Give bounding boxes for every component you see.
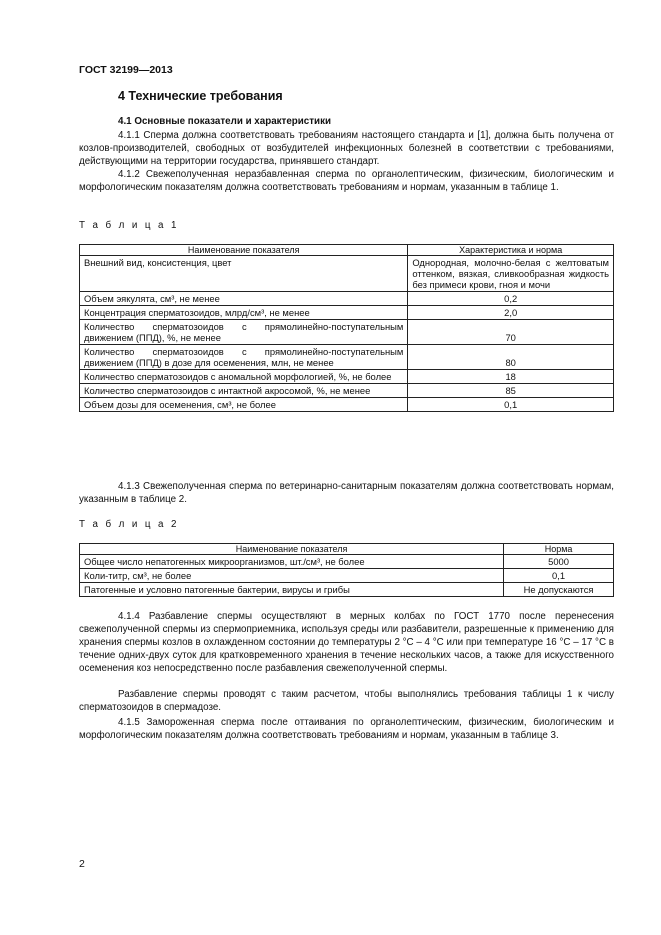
table1-cell-name: Объем эякулята, см³, не менее — [80, 292, 408, 306]
table-row — [80, 320, 614, 345]
paragraph-4-1-2: 4.1.2 Свежеполученная неразбавленная сперма по органолептическим, физическим, биологическим и морфологическим показателям должна соответствовать требованиям и нормам, указанным в таблице 1. — [79, 169, 614, 193]
table2 — [79, 543, 614, 597]
table2-cell-name: Патогенные и условно патогенные бактерии, вирусы и грибы — [80, 583, 504, 597]
table1-cell-value: 0,1 — [408, 398, 614, 412]
paragraph-4-1-3: 4.1.3 Свежеполученная сперма по ветеринарно-санитарным показателям должна соответствовать нормам, указанным в таблице 2. — [79, 481, 614, 505]
table1-cell-value: 70 — [408, 320, 614, 345]
table1-cell-name: Количество сперматозоидов с аномальной морфологией, %, не более — [80, 370, 408, 384]
table1-header-row — [80, 245, 614, 256]
paragraph-4-1-5: 4.1.5 Замороженная сперма после оттаивания по органолептическим, физическим, биологическим и морфологическим показателям должна соответствовать требованиям и нормам, указанным в таблице 3. — [79, 717, 614, 741]
table2-header-value: Норма — [504, 544, 614, 555]
table-row — [80, 256, 614, 292]
table1-cell-value: Однородная, молочно-белая с желтоватым оттенком, вязкая, сливкообразная жидкость без примеси крови, гноя и мочи — [408, 256, 614, 292]
table1-cell-name: Объем дозы для осеменения, см³, не более — [80, 398, 408, 412]
table1-cell-name: Внешний вид, консистенция, цвет — [80, 256, 408, 292]
section-title: 4 Технические требования — [118, 89, 283, 103]
table1 — [79, 244, 614, 412]
table2-header-name: Наименование показателя — [80, 544, 504, 555]
table-row — [80, 292, 614, 306]
table-row — [80, 345, 614, 370]
table-row — [80, 555, 614, 569]
subsection-title: 4.1 Основные показатели и характеристики — [118, 116, 331, 127]
table2-cell-value: 5000 — [504, 555, 614, 569]
table1-cell-name: Количество сперматозоидов с прямолинейно-поступательным движением (ППД), %, не менее — [80, 320, 408, 345]
table1-cell-name: Концентрация сперматозоидов, млрд/см³, не менее — [80, 306, 408, 320]
table1-header-value: Характеристика и норма — [408, 245, 614, 256]
table2-cell-name: Общее число непатогенных микроорганизмов, шт./см³, не более — [80, 555, 504, 569]
table1-cell-value: 0,2 — [408, 292, 614, 306]
table2-cell-name: Коли-титр, см³, не более — [80, 569, 504, 583]
table-row — [80, 370, 614, 384]
table2-cell-value: Не допускаются — [504, 583, 614, 597]
table1-cell-name: Количество сперматозоидов с прямолинейно-поступательным движением (ППД) в дозе для осеменения, млн, не менее — [80, 345, 408, 370]
table2-cell-value: 0,1 — [504, 569, 614, 583]
table-row — [80, 384, 614, 398]
table2-header-row — [80, 544, 614, 555]
table1-header-name: Наименование показателя — [80, 245, 408, 256]
table1-cell-value: 80 — [408, 345, 614, 370]
table1-cell-value: 18 — [408, 370, 614, 384]
table-row — [80, 398, 614, 412]
table1-cell-name: Количество сперматозоидов с интактной акросомой, %, не менее — [80, 384, 408, 398]
table1-cell-value: 85 — [408, 384, 614, 398]
paragraph-dilution: Разбавление спермы проводят с таким расчетом, чтобы выполнялись требования таблицы 1 к числу сперматозоидов в спермадозе. — [79, 689, 614, 713]
document-number-header: ГОСТ 32199—2013 — [79, 64, 173, 76]
table2-caption: Т а б л и ц а 2 — [79, 519, 179, 530]
page-number: 2 — [79, 858, 85, 870]
table-row — [80, 583, 614, 597]
paragraph-4-1-4: 4.1.4 Разбавление спермы осуществляют в мерных колбах по ГОСТ 1770 после перенесения свежеполученной спермы из спермоприемника, используя среды или разбавители, разрешенные к применению для хранения спермы козлов в охлажденном состоянии до температуры 2 °С – 4 °С или при температуре 16 °С – 17 °С в течение одних-двух суток для кратковременного хранения в течение нескольких часов, а также для искусственного осеменения коз непосредственно после разбавления свежеполученной спермы. — [79, 611, 614, 674]
table1-cell-value: 2,0 — [408, 306, 614, 320]
table-row — [80, 306, 614, 320]
table-row — [80, 569, 614, 583]
table1-caption: Т а б л и ц а 1 — [79, 220, 179, 231]
paragraph-4-1-1: 4.1.1 Сперма должна соответствовать требованиям настоящего стандарта и [1], должна быть получена от козлов-производителей, свободных от возбудителей инфекционных болезней в соответствии с требованиями, действующими на территории государства, принявшего стандарт. — [79, 130, 614, 167]
